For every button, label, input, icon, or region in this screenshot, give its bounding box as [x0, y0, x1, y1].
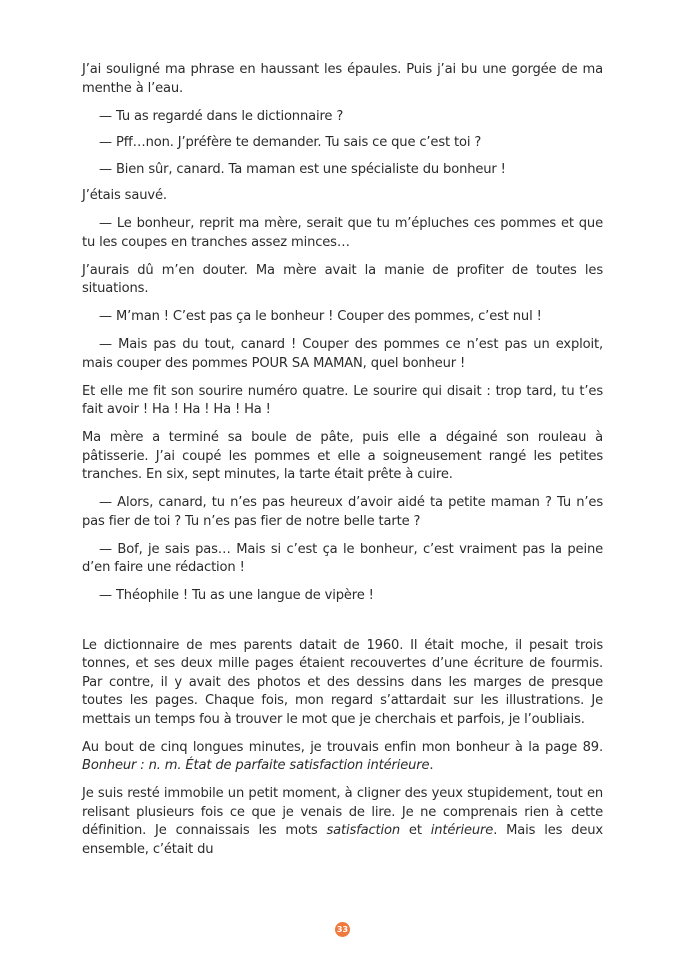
dialogue-line: — Théophile ! Tu as une langue de vipère !: [99, 588, 374, 603]
narrative-paragraph: Le dictionnaire de mes parents datait de 1960. Il était moche, il pesait trois tonnes, et ses deux mille pages étaient recouvertes d’une écriture de fourmis. Par contre, il y avait des photos et des dessins dans les marges de presque toutes les pages. Chaque fois, mon regard s’attardait sur les illustrations. Je mettais un temps fou à trouver le mot que je cherchais et parfois, je l’oubliais.: [82, 637, 603, 727]
dialogue-line: — Alors, canard, tu n’es pas heureux d’avoir aidé ta petite maman ? Tu n’es pas fier de toi ? Tu n’es pas fier de notre belle tarte ?: [82, 495, 603, 529]
dialogue-line: — Mais pas du tout, canard ! Couper des pommes ce n’est pas un exploit, mais couper des pommes POUR SA MAMAN, quel bonheur !: [82, 337, 603, 371]
dialogue-line: — M’man ! C’est pas ça le bonheur ! Couper des pommes, c’est nul !: [99, 309, 542, 324]
dialogue-line: — Bof, je sais pas… Mais si c’est ça le bonheur, c’est vraiment pas la peine d’en faire une rédaction !: [82, 541, 603, 575]
dictionary-definition: Bonheur : n. m. État de parfaite satisfaction intérieure: [82, 758, 430, 773]
paragraph-text: .: [429, 758, 434, 773]
page-body: [82, 61, 603, 869]
narrative-paragraph: Ma mère a terminé sa boule de pâte, puis elle a dégainé son rouleau à pâtisserie. J’ai coupé les pommes et elle a soigneusement rangé les petites tranches. En six, sept minutes, la tarte était prête à cuire.: [82, 430, 603, 482]
dialogue-line: — Le bonheur, reprit ma mère, serait que tu m’épluches ces pommes et que tu les coupes en tranches assez minces…: [82, 216, 603, 250]
paragraph-text: . Mais les deux ensemble, c’était du: [82, 823, 603, 857]
narrative-paragraph: Et elle me fit son sourire numéro quatre. Le sourire qui disait : trop tard, tu t’es fait avoir ! Ha ! Ha ! Ha ! Ha !: [82, 383, 603, 417]
paragraph-text: Je suis resté immobile un petit moment, à cligner des yeux stupidement, tout en relisant plusieurs fois ce que je venais de lire. Je ne comprenais rien à cette définition. Je connaissais les mots: [82, 786, 603, 838]
italic-word: intérieure: [430, 823, 494, 838]
narrative-paragraph: J’étais sauvé.: [82, 188, 167, 203]
dialogue-line: — Tu as regardé dans le dictionnaire ?: [99, 108, 344, 124]
narrative-paragraph: [82, 739, 603, 776]
narrative-paragraph: J’aurais dû m’en douter. Ma mère avait la manie de profiter de toutes les situations.: [82, 262, 603, 296]
dialogue-line: — Pff…non. J’préfère te demander. Tu sais ce que c’est toi ?: [99, 135, 482, 150]
italic-word: satisfaction: [326, 823, 401, 838]
narrative-paragraph: [82, 785, 603, 859]
paragraph-text: Au bout de cinq longues minutes, je trouvais enfin mon bonheur à la page 89.: [82, 739, 603, 755]
paragraph-text: et: [400, 823, 431, 838]
dialogue-line: — Bien sûr, canard. Ta maman est une spécialiste du bonheur !: [99, 161, 506, 177]
page-number-badge: 33: [335, 922, 350, 937]
narrative-paragraph: J’ai souligné ma phrase en haussant les épaules. Puis j’ai bu une gorgée de ma menthe à l’eau.: [82, 62, 603, 96]
